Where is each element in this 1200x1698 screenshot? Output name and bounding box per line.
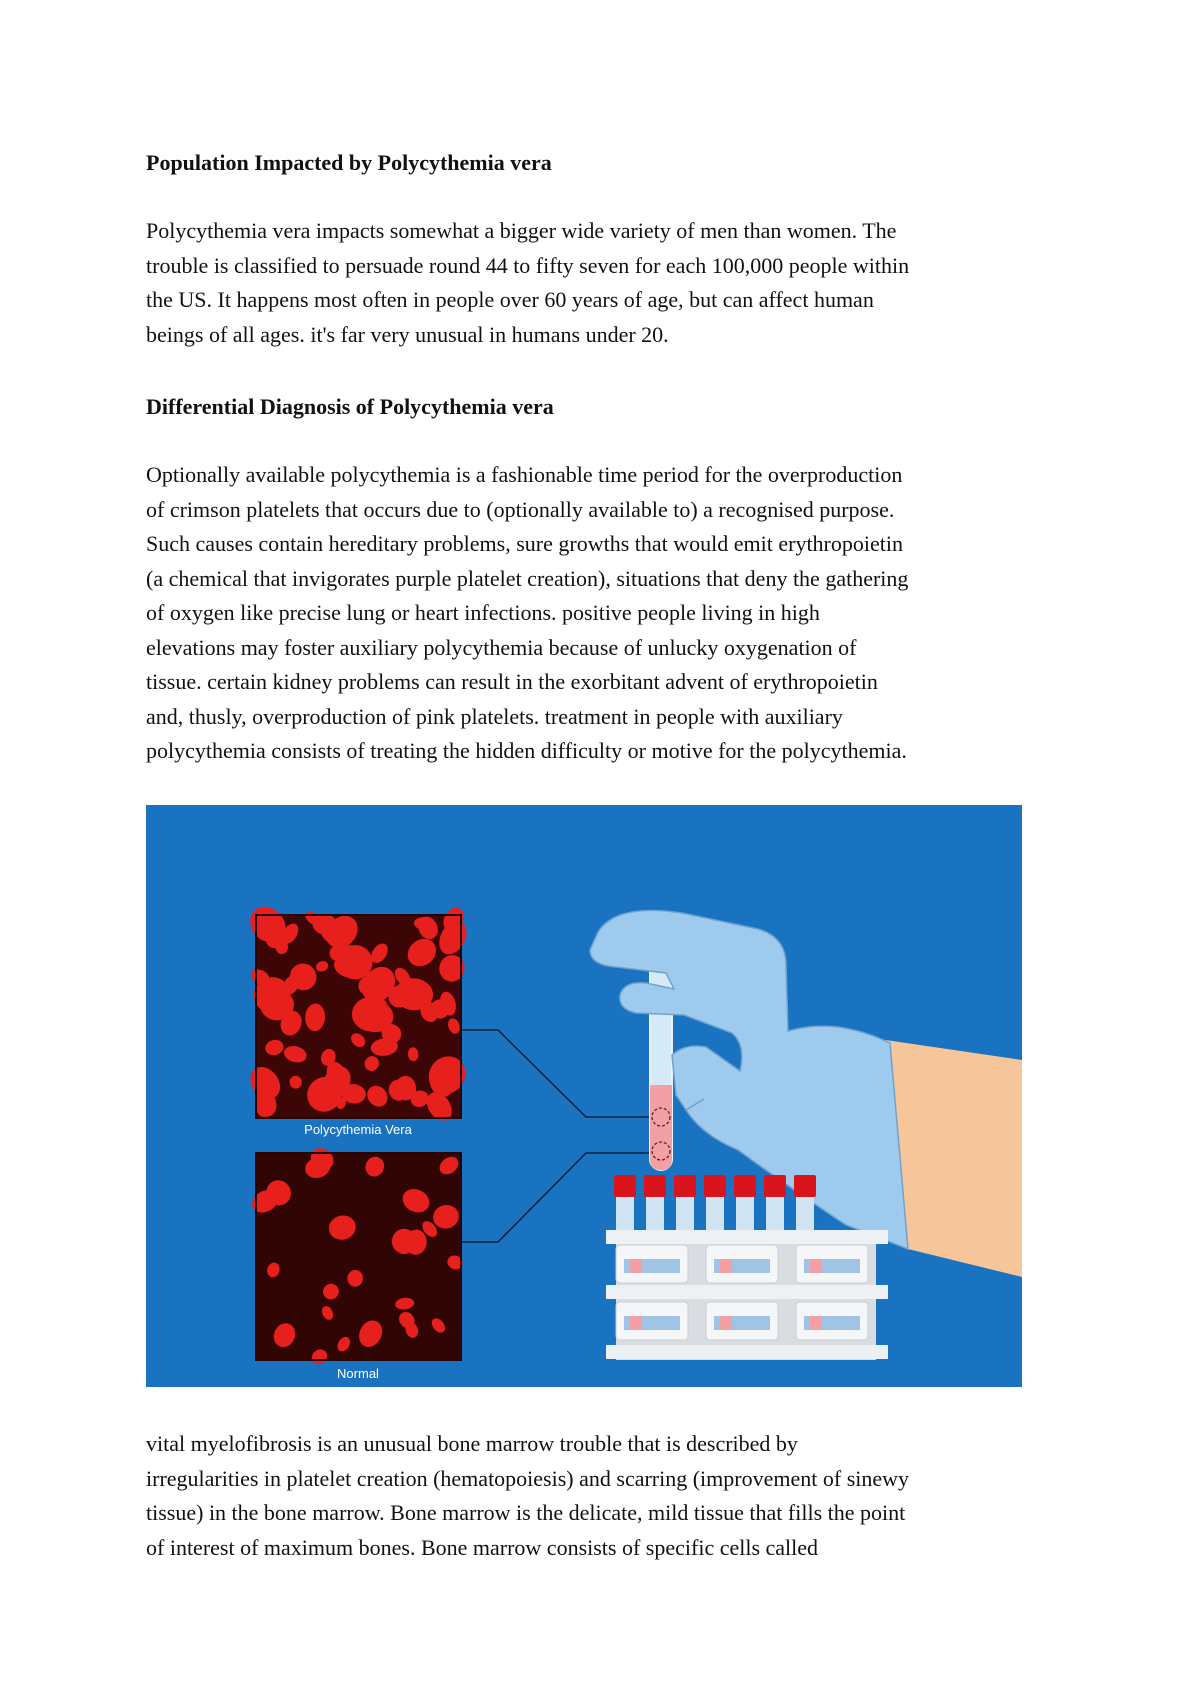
heading-population: Population Impacted by Polycythemia vera — [146, 150, 552, 175]
paragraph-myelofibrosis — [146, 1427, 1076, 1565]
text-line: Polycythemia vera impacts somewhat a bigger wide variety of men than women. The — [146, 218, 897, 243]
text-line: beings of all ages. it's far very unusual in humans under 20. — [146, 321, 669, 347]
rack-slot-blood — [810, 1259, 822, 1273]
text-line: of oxygen like precise lung or heart infections. positive people living in high — [146, 600, 820, 625]
rack-slot-blood — [720, 1259, 732, 1273]
test-tube-rack — [606, 1230, 888, 1360]
rack-tube-cap — [794, 1175, 816, 1197]
rack-slot-blood — [720, 1316, 732, 1330]
text-line: trouble is classified to persuade round 44 to fifty seven for each 100,000 people within — [146, 252, 910, 278]
caption-normal: Normal — [337, 1366, 379, 1381]
rack-tube-cap — [614, 1175, 636, 1197]
text-line: Optionally available polycythemia is a fashionable time period for the overproduction — [146, 462, 903, 487]
text-line: irregularities in platelet creation (hematopoiesis) and scarring (improvement of sinewy — [146, 1465, 910, 1491]
rack-tube-cap — [734, 1175, 756, 1197]
normal-cells-panel — [248, 1144, 465, 1367]
blood-test-illustration — [146, 805, 1022, 1387]
polycythemia-cells-panel — [243, 900, 473, 1126]
rack-slot-blood — [630, 1316, 642, 1330]
paragraph-population — [146, 214, 1076, 352]
text-line: polycythemia consists of treating the hidden difficulty or motive for the polycythemia. — [146, 738, 907, 763]
text-line: and, thusly, overproduction of pink platelets. treatment in people with auxiliary — [146, 703, 843, 729]
caption-polycythemia-vera: Polycythemia Vera — [304, 1122, 412, 1137]
paragraph-differential-diagnosis — [146, 458, 1076, 769]
rack-tube-cap — [764, 1175, 786, 1197]
heading-differential-diagnosis: Differential Diagnosis of Polycythemia vera — [146, 394, 554, 419]
text-line: the US. It happens most often in people over 60 years of age, but can affect human — [146, 287, 874, 312]
text-line: vital myelofibrosis is an unusual bone marrow trouble that is described by — [146, 1431, 798, 1456]
rack-tube-cap — [674, 1175, 696, 1197]
rack-tube-cap — [644, 1175, 666, 1197]
rack-tube-cap — [704, 1175, 726, 1197]
text-line: of interest of maximum bones. Bone marrow consists of specific cells called — [146, 1534, 819, 1560]
text-line: Such causes contain hereditary problems, sure growths that would emit erythropoietin — [146, 531, 903, 556]
text-line: elevations may foster auxiliary polycythemia because of unlucky oxygenation of — [146, 634, 857, 660]
blood-cell — [352, 997, 390, 1031]
text-line: (a chemical that invigorates purple platelet creation), situations that deny the gathering — [146, 565, 909, 591]
rack-slot-blood — [810, 1316, 822, 1330]
rack-slot-blood — [630, 1259, 642, 1273]
text-line: of crimson platelets that occurs due to (optionally available to) a recognised purpose. — [146, 496, 895, 522]
text-line: tissue) in the bone marrow. Bone marrow is the delicate, mild tissue that fills the point — [146, 1500, 906, 1525]
text-line: tissue. certain kidney problems can result in the exorbitant advent of erythropoietin — [146, 669, 878, 694]
